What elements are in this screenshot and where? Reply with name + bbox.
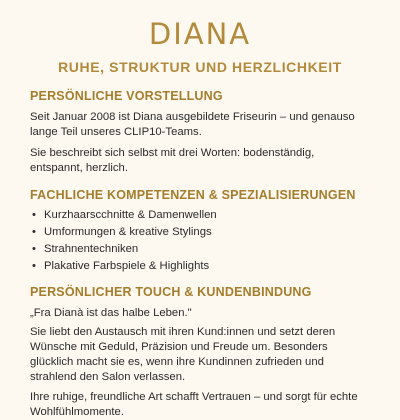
list-item-label: Kurzhaarscchnitte & Damenwellen <box>44 209 217 221</box>
list-item-label: Strahnentechniken <box>44 243 139 255</box>
bullet-icon: • <box>32 226 36 238</box>
bullet-icon: • <box>32 209 36 221</box>
list-item <box>30 241 370 258</box>
list-item-label: Plakative Farbspiele & Highlights <box>44 260 210 272</box>
page-title: DIANA <box>148 17 252 51</box>
section-heading: PERSÖNLICHER TOUCH & KUNDENBINDUNG <box>30 285 312 299</box>
section-heading: FACHLICHE KOMPETENZEN & SPEZIALISIERUNGEN <box>30 188 356 202</box>
section-introduction <box>30 89 370 176</box>
quote: „Fra Dianà ist das halbe Leben." <box>30 307 192 319</box>
skills-list <box>30 207 370 275</box>
section-heading: PERSÖNLICHE VORSTELLUNG <box>30 89 223 103</box>
list-item <box>30 207 370 224</box>
page-subtitle: RUHE, STRUKTUR UND HERZLICHKEIT <box>58 59 342 75</box>
paragraph: Sie liebt den Austausch mit ihren Kund:innen und setzt deren Wünsche mit Geduld, Präzision und Freude um. Besonders glücklich macht sie es, wenn ihre Kundinnen zufrieden und strahlend den Salon verlassen. <box>30 326 336 383</box>
list-item <box>30 258 370 275</box>
paragraph: Ihre ruhige, freundliche Art schafft Vertrauen – und sorgt für echte Wohlfühlmomente. <box>30 391 358 418</box>
paragraph: Seit Januar 2008 ist Diana ausgebildete Friseurin – und genauso lange Teil unseres CLIP10-Teams. <box>30 111 355 138</box>
section-skills <box>30 188 370 275</box>
bullet-icon: • <box>32 260 36 272</box>
list-item <box>30 224 370 241</box>
bullet-icon: • <box>32 243 36 255</box>
paragraph: Sie beschreibt sich selbst mit drei Worten: bodenständig, entspannt, herzlich. <box>30 147 315 174</box>
list-item-label: Umformungen & kreative Stylings <box>44 226 212 238</box>
